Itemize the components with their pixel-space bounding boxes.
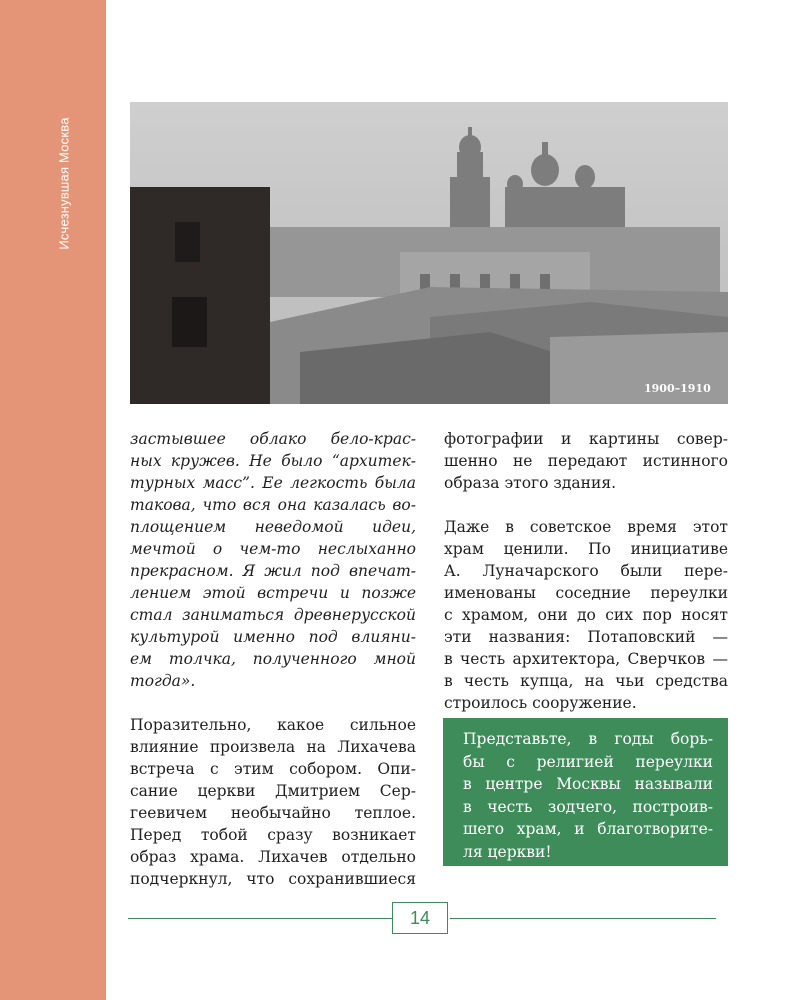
text-line: Даже в советское время этот (444, 518, 728, 536)
text-line: турных масс”. Ее легкость была (130, 474, 416, 492)
text-line: эти названия: Потаповский — (444, 628, 728, 646)
text-line: ных кружев. Не было “архитек- (130, 452, 416, 470)
text-line: шенно не передают истинного (444, 452, 728, 470)
body-paragraph (130, 714, 416, 890)
text-line: фотографии и картины совер- (444, 430, 728, 448)
text-line: такова, что вся она казалась во- (130, 496, 416, 514)
page-number: 14 (392, 902, 448, 934)
text-line: встреча с этим собором. Опи- (130, 760, 416, 778)
callout-line: бы с религией переулки (463, 752, 713, 771)
quote-paragraph (130, 428, 416, 692)
text-line: А. Луначарского были пере- (444, 562, 728, 580)
text-line: образ храма. Лихачев отдельно (130, 848, 416, 866)
callout-text (463, 728, 713, 863)
historic-photo (130, 102, 728, 404)
text-line: Перед тобой сразу возникает (130, 826, 416, 844)
text-line: подчеркнул, что сохранившиеся (130, 870, 416, 888)
footer-rule-left (128, 918, 392, 919)
callout-line: Представьте, в годы борь- (463, 730, 713, 748)
text-line: стал заниматься древнерусской (130, 606, 416, 624)
photo-illustration (130, 102, 728, 404)
text-line: геевичем необычайно теплое. (130, 804, 416, 822)
text-line: Поразительно, какое сильное (130, 716, 416, 734)
text-line: влияние произвела на Лихачева (130, 738, 416, 756)
text-line: строилось сооружение. (444, 694, 637, 712)
callout-line: ля церкви! (463, 842, 552, 861)
text-line: мечтой о чем-то неслыханно (130, 540, 416, 558)
callout-box (443, 718, 728, 866)
text-line: площением неведомой идеи, (130, 518, 416, 536)
book-title (57, 103, 71, 263)
text-line: храм ценили. По инициативе (444, 540, 728, 558)
text-line: ем толчка, полученного мной (130, 650, 416, 668)
footer-rule-right (450, 918, 716, 919)
text-line: тогда». (130, 672, 196, 690)
left-column (130, 428, 416, 890)
dark-tower (130, 187, 270, 404)
text-line: прекрасном. Я жил под впечат- (130, 562, 416, 580)
body-paragraph (444, 516, 728, 714)
text-line: застывшее облако бело-крас- (130, 430, 416, 448)
callout-line: в центре Москвы называли (463, 775, 713, 793)
text-line: в честь купца, на чьи средства (444, 672, 728, 690)
body-paragraph (444, 428, 728, 494)
text-line: лением этой встречи и позже (130, 584, 416, 602)
text-line: в честь архитектора, Сверчков — (444, 650, 728, 668)
callout-line: в честь зодчего, построив- (463, 797, 713, 816)
right-column (444, 428, 728, 714)
text-line: с храмом, они до сих пор носят (444, 606, 728, 624)
side-band (0, 0, 106, 1000)
photo-caption: 1900–1910 (644, 382, 711, 395)
callout-line: шего храм, и благотворите- (463, 820, 713, 838)
book-title-text: Исчезнувшая Москва (56, 116, 72, 250)
text-line: сание церкви Дмитрием Сер- (130, 782, 416, 800)
text-line: образа этого здания. (444, 474, 617, 492)
text-line: именованы соседние переулки (444, 584, 728, 602)
text-line: культурой именно под влияни- (130, 628, 416, 646)
